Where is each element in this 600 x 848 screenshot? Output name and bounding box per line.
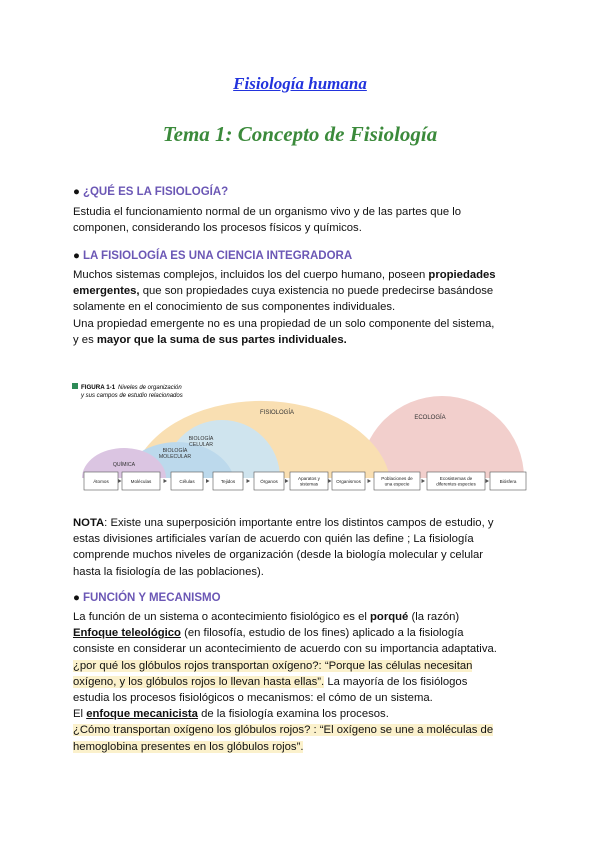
level-label: Tejidos [220, 479, 236, 484]
text-run: Muchos sistemas complejos, incluidos los del cuerpo humano, poseen [73, 269, 429, 281]
text-line: Estudia el funcionamiento normal de un organismo vivo y de las partes que lo [73, 206, 462, 218]
level-label: Biósfera [499, 479, 517, 484]
figure-marker [72, 383, 78, 389]
arrow-icon [486, 479, 490, 483]
underlined-term: enfoque mecanicista [86, 708, 198, 721]
section-body-function [73, 609, 533, 755]
arrow-icon [118, 479, 122, 483]
text-run: y es [73, 333, 97, 346]
section-heading-text: LA FISIOLOGÍA ES UNA CIENCIA INTEGRADORA [82, 250, 353, 262]
arrow-icon [368, 479, 372, 483]
section-heading-function [73, 592, 221, 604]
highlighted-text: ¿por qué los glóbulos rojos transportan oxígeno?: “Porque las células necesitan [73, 659, 473, 672]
highlighted-text: hemoglobina presentes en los glóbulos rojos”. [73, 740, 304, 753]
level-label: Células [179, 479, 195, 484]
bullet-icon: ● [73, 592, 80, 604]
section-heading-text: FUNCIÓN Y MECANISMO [82, 592, 221, 604]
arrow-icon [247, 479, 251, 483]
figure-label: FIGURA 1-1 [81, 384, 116, 391]
text-line: comprende muchos niveles de organización (desde la biología molecular y celular [73, 549, 484, 562]
highlighted-text: ¿Cómo transportan oxígeno los glóbulos rojos? : “El oxígeno se une a moléculas de [73, 724, 494, 737]
arc-label-biologia-celular: BIOLOGÍA CELULAR [188, 436, 214, 448]
text-run: : Existe una superposición importante entre los distintos campos de estudio, y [104, 517, 494, 529]
figure-caption-1: Niveles de organización [118, 385, 182, 391]
note-paragraph [73, 515, 533, 580]
text-run: La función de un sistema o acontecimiento fisiológico es el [73, 611, 371, 623]
section-heading-what-is [73, 186, 228, 198]
arc-label-biologia-molecular: BIOLOGÍA MOLECULAR [158, 448, 192, 460]
section-heading-integrative [73, 250, 352, 262]
figure-caption-2: y sus campos de estudio relacionados [81, 393, 183, 399]
arrow-icon [285, 479, 289, 483]
bullet-icon: ● [73, 250, 80, 262]
text-line: consiste en considerar un acontecimiento de acuerdo con su importancia adaptativa. [73, 643, 497, 656]
level-label: Organismos [336, 479, 361, 484]
bold-term: mayor que la suma de sus partes individuales. [96, 333, 347, 346]
text-line: estas divisiones artificiales varían de acuerdo con quién las define ; La fisiología [73, 533, 474, 546]
text-line: solamente en el conocimiento de sus componentes individuales. [73, 301, 396, 314]
text-run: El [73, 708, 87, 721]
topic-title: Tema 1: Concepto de Fisiología [162, 122, 438, 146]
text-line: hasta la fisiología de las poblaciones). [73, 565, 264, 578]
bold-term: emergentes, [73, 285, 140, 298]
level-label: Átomos [93, 479, 109, 484]
arc-label-ecologia: ECOLOGÍA [414, 415, 446, 421]
highlighted-text: oxígeno, y los glóbulos rojos lo llevan hasta ellas”. [73, 675, 325, 688]
section-body-integrative [73, 267, 533, 348]
level-label: Poblaciones de una especie [381, 476, 413, 487]
section-body-what-is [73, 204, 533, 236]
levels-row [84, 472, 526, 490]
section-heading-text: ¿QUÉ ES LA FISIOLOGÍA? [82, 186, 229, 198]
text-run: que son propiedades cuya existencia no puede predecirse basándose [139, 285, 494, 298]
arrow-icon [206, 479, 210, 483]
text-line: componen, considerando los procesos físicos y químicos. [73, 222, 362, 235]
arc-label-fisiologia: FISIOLOGÍA [259, 410, 295, 416]
level-label: Aparatos y sistemas [298, 476, 320, 487]
text-run: La mayoría de los fisiólogos [324, 675, 468, 688]
note-label: NOTA [73, 517, 105, 529]
arc-label-quimica: QUÍMICA [112, 462, 136, 468]
document-title: Fisiología humana [233, 74, 367, 93]
text-line: estudia los procesos fisiológicos o mecanismos: el cómo de un sistema. [73, 692, 433, 705]
levels-of-organization-figure [72, 378, 532, 504]
bullet-icon: ● [73, 186, 80, 198]
text-run: (en filosofía, estudio de los fines) aplicado a la fisiología [180, 627, 464, 640]
bold-term: porqué [370, 611, 409, 623]
underlined-term: Enfoque teleológico [73, 627, 181, 640]
level-label: Órganos [260, 479, 278, 484]
arrow-icon [422, 479, 426, 483]
bold-term: propiedades [428, 269, 496, 281]
arrow-icon [328, 479, 332, 483]
level-label: Moléculas [130, 479, 152, 484]
text-run: (la razón) [408, 611, 460, 623]
level-label: Ecosistemas de diferentes especies [436, 476, 476, 487]
text-run: de la fisiología examina los procesos. [197, 708, 389, 721]
arrow-icon [164, 479, 168, 483]
text-line: Una propiedad emergente no es una propiedad de un solo componente del sistema, [73, 317, 495, 330]
